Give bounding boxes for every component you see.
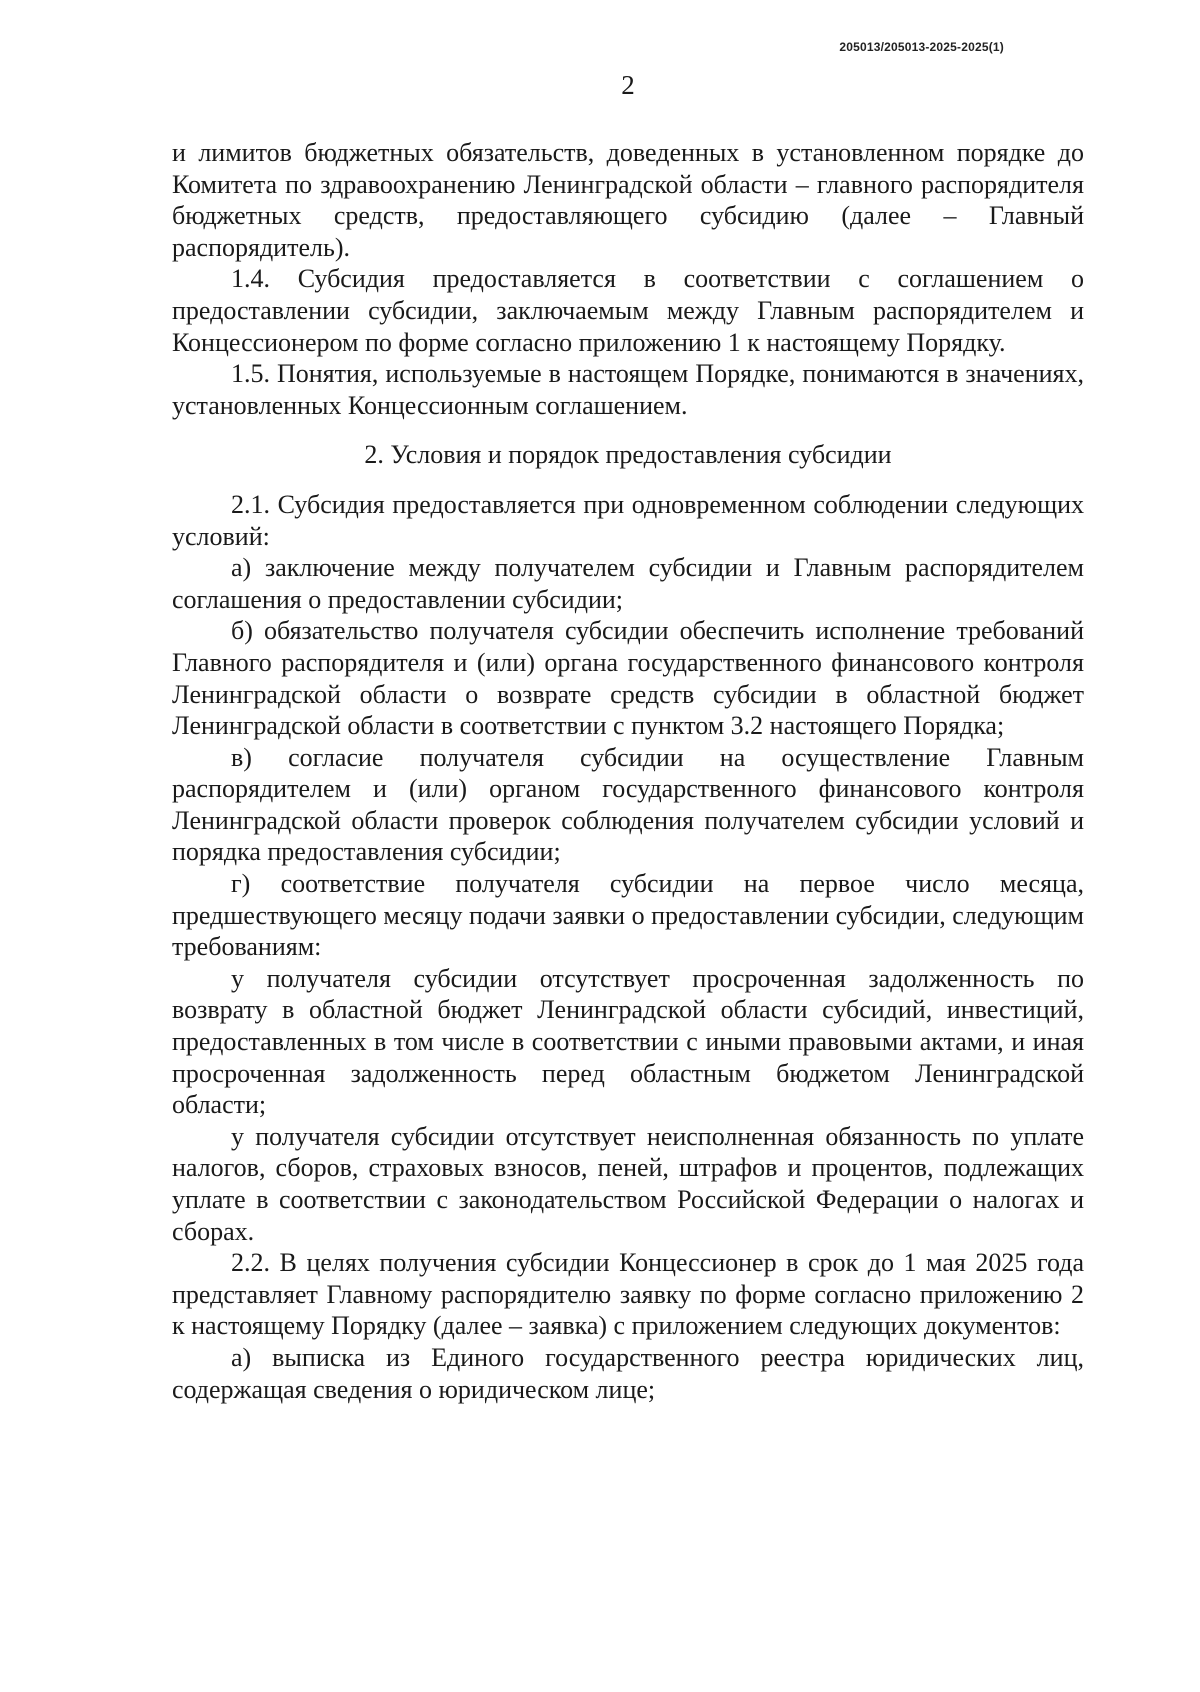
condition-b: б) обязательство получателя субсидии обеспечить исполнение требований Главного распорядителя и (или) органа государственного финансового контроля Ленинградской области о возврате средств субсидии в областной бюджет Ленинградской области в соответствии с пунктом 3.2 настоящего Порядка; xyxy=(172,616,1084,741)
document-id: 205013/205013-2025-2025(1) xyxy=(839,40,1004,54)
section-heading-2: 2. Условия и порядок предоставления субсидии xyxy=(364,440,892,470)
requirement-debt: у получателя субсидии отсутствует просроченная задолженность по возврату в областной бюджет Ленинградской области субсидий, инвестиций, предоставленных в том числе в соответствии с иными правовыми актами, и иная просроченная задолженность перед областным бюджетом Ленинградской области; xyxy=(172,963,1084,1120)
condition-a: а) заключение между получателем субсидии и Главным распорядителем соглашения о предоставлении субсидии; xyxy=(172,553,1084,614)
page-number: 2 xyxy=(621,70,635,100)
paragraph-2-2: 2.2. В целях получения субсидии Концессионер в срок до 1 мая 2025 года представляет Главному распорядителю заявку по форме согласно приложению 2 к настоящему Порядку (далее – заявка) с приложением следующих документов: xyxy=(172,1248,1084,1341)
paragraph-1-5: 1.5. Понятия, используемые в настоящем Порядке, понимаются в значениях, установленных Концессионным соглашением. xyxy=(172,359,1084,420)
paragraph-1-4: 1.4. Субсидия предоставляется в соответствии с соглашением о предоставлении субсидии, заключаемым между Главным распорядителем и Концессионером по форме согласно приложению 1 к настоящему Порядку. xyxy=(172,264,1084,357)
requirement-taxes: у получателя субсидии отсутствует неисполненная обязанность по уплате налогов, сборов, страховых взносов, пеней, штрафов и процентов, подлежащих уплате в соответствии с законодательством Российской Федерации о налогах и сборах. xyxy=(172,1121,1084,1246)
paragraph-budget-limits: и лимитов бюджетных обязательств, доведенных в установленном порядке до Комитета по здравоохранению Ленинградской области – главного распорядителя бюджетных средств, предоставляющего субсидию (далее – Главный распорядитель). xyxy=(172,138,1084,262)
condition-g: г) соответствие получателя субсидии на первое число месяца, предшествующего месяцу подачи заявки о предоставлении субсидии, следующим требованиям: xyxy=(172,869,1084,962)
condition-v: в) согласие получателя субсидии на осуществление Главным распорядителем и (или) органом государственного финансового контроля Ленинградской области проверок соблюдения получателем субсидии условий и порядка предоставления субсидии; xyxy=(172,742,1084,867)
document-item-a: а) выписка из Единого государственного реестра юридических лиц, содержащая сведения о юридическом лице; xyxy=(172,1342,1084,1404)
paragraph-2-1: 2.1. Субсидия предоставляется при одновременном соблюдении следующих условий: xyxy=(172,489,1084,551)
document-body xyxy=(172,137,1084,1405)
